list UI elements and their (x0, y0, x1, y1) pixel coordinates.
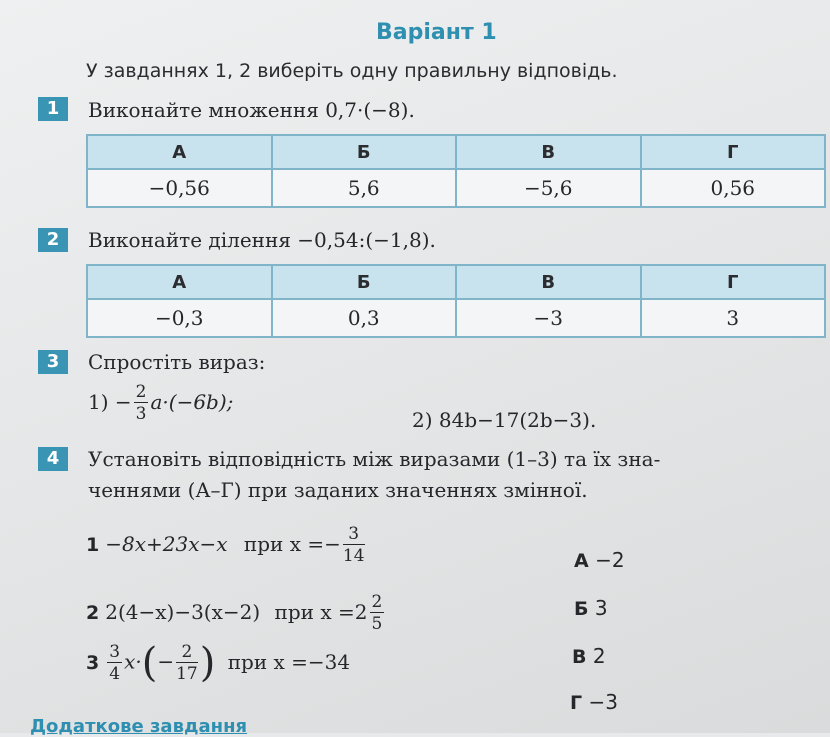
task-4-value-g (570, 690, 618, 714)
task-1-answer-b: 5,6 (272, 169, 457, 207)
fraction-denominator: 14 (342, 546, 365, 566)
value-letter: В (572, 646, 587, 668)
task-1-answer-v: −5,6 (456, 169, 641, 207)
task-3-number: 3 (38, 350, 68, 374)
fraction-numerator: 3 (109, 641, 121, 662)
task-3-text: Спростіть вираз: (88, 350, 266, 374)
expression-body: −8x+23x−x (105, 532, 228, 556)
expression-condition: при x =− (243, 532, 341, 556)
expression-fraction-a (107, 642, 122, 685)
task-4-number: 4 (38, 447, 68, 471)
task-2-option-b: Б (272, 265, 457, 299)
task-1-text: Виконайте множення 0,7·(−8). (88, 98, 415, 122)
task-1-option-b: Б (272, 135, 457, 169)
task-2-answer-v: −3 (456, 299, 641, 337)
task-3-item-1 (88, 382, 233, 425)
close-paren: ) (199, 640, 216, 686)
task-2-option-v: В (456, 265, 641, 299)
task-1-answer-g: 0,56 (641, 169, 826, 207)
task-4-text-line-1: Установіть відповідність між виразами (1–3) та їх зна- (88, 447, 661, 471)
task-1-answer-table (86, 134, 826, 208)
expression-fraction (343, 524, 365, 567)
task-1-option-v: В (456, 135, 641, 169)
task-3-item-2: 2) 84b−17(2b−3). (412, 408, 597, 432)
expression-label: 2 (86, 602, 100, 624)
task-3-item-1-sign: − (114, 390, 132, 414)
task-1-option-g: Г (641, 135, 826, 169)
task-4-value-v (572, 644, 606, 668)
task-2-answer-g: 3 (641, 299, 826, 337)
value-letter: А (574, 550, 589, 572)
variant-title: Варіант 1 (376, 20, 497, 45)
task-2-option-a: А (87, 265, 272, 299)
task-2-answer-a: −0,3 (87, 299, 272, 337)
value-letter: Г (570, 692, 583, 714)
expression-fraction-b (176, 642, 198, 685)
fraction-numerator: 2 (371, 592, 383, 612)
expression-fraction (370, 592, 385, 635)
expression-condition: при x =2 (274, 600, 368, 624)
value-letter: Б (574, 598, 589, 620)
value-number: −2 (595, 548, 625, 572)
task-2-text: Виконайте ділення −0,54:(−1,8). (88, 228, 436, 252)
task-2-number: 2 (38, 228, 68, 252)
expression-body: 2(4−x)−3(x−2) (105, 600, 261, 624)
task-1-number: 1 (38, 97, 68, 121)
task-1-answer-a: −0,56 (87, 169, 272, 207)
expression-middle: x· (124, 649, 142, 674)
value-number: 3 (594, 596, 608, 620)
expression-condition: при x =−34 (227, 649, 351, 674)
open-paren: ( (141, 640, 158, 686)
task-3-item-1-fraction (134, 382, 149, 425)
fraction-denominator: 4 (109, 663, 121, 684)
task-4-expression-2 (86, 592, 386, 635)
task-4-expression-1 (86, 524, 367, 567)
fraction-numerator: 3 (343, 524, 365, 545)
fraction-numerator: 2 (135, 382, 147, 402)
task-1-option-a: А (87, 135, 272, 169)
task-2-option-g: Г (641, 265, 826, 299)
additional-task-heading: Додаткове завдання (30, 716, 248, 737)
fraction-denominator: 17 (176, 663, 198, 684)
value-number: 2 (592, 644, 606, 668)
task-4-value-a (574, 548, 625, 572)
expression-inner-sign: − (157, 649, 175, 674)
task-2-answer-table (86, 264, 826, 338)
task-4-value-b (574, 596, 608, 620)
task-2-answer-b: 0,3 (272, 299, 457, 337)
value-number: −3 (588, 690, 618, 714)
fraction-denominator: 5 (371, 614, 383, 634)
task-4-expression-3 (86, 640, 350, 686)
task-3-item-1-label: 1) (88, 390, 109, 414)
instruction-text: У завданнях 1, 2 виберіть одну правильну відповідь. (86, 60, 618, 82)
fraction-numerator: 2 (176, 642, 198, 663)
expression-label: 3 (86, 651, 100, 674)
task-3-item-1-rest: a·(−6b); (150, 390, 234, 414)
expression-label: 1 (86, 534, 100, 556)
fraction-denominator: 3 (135, 404, 147, 424)
task-4-text-line-2: ченнями (А–Г) при заданих значеннях змінної. (88, 478, 588, 502)
